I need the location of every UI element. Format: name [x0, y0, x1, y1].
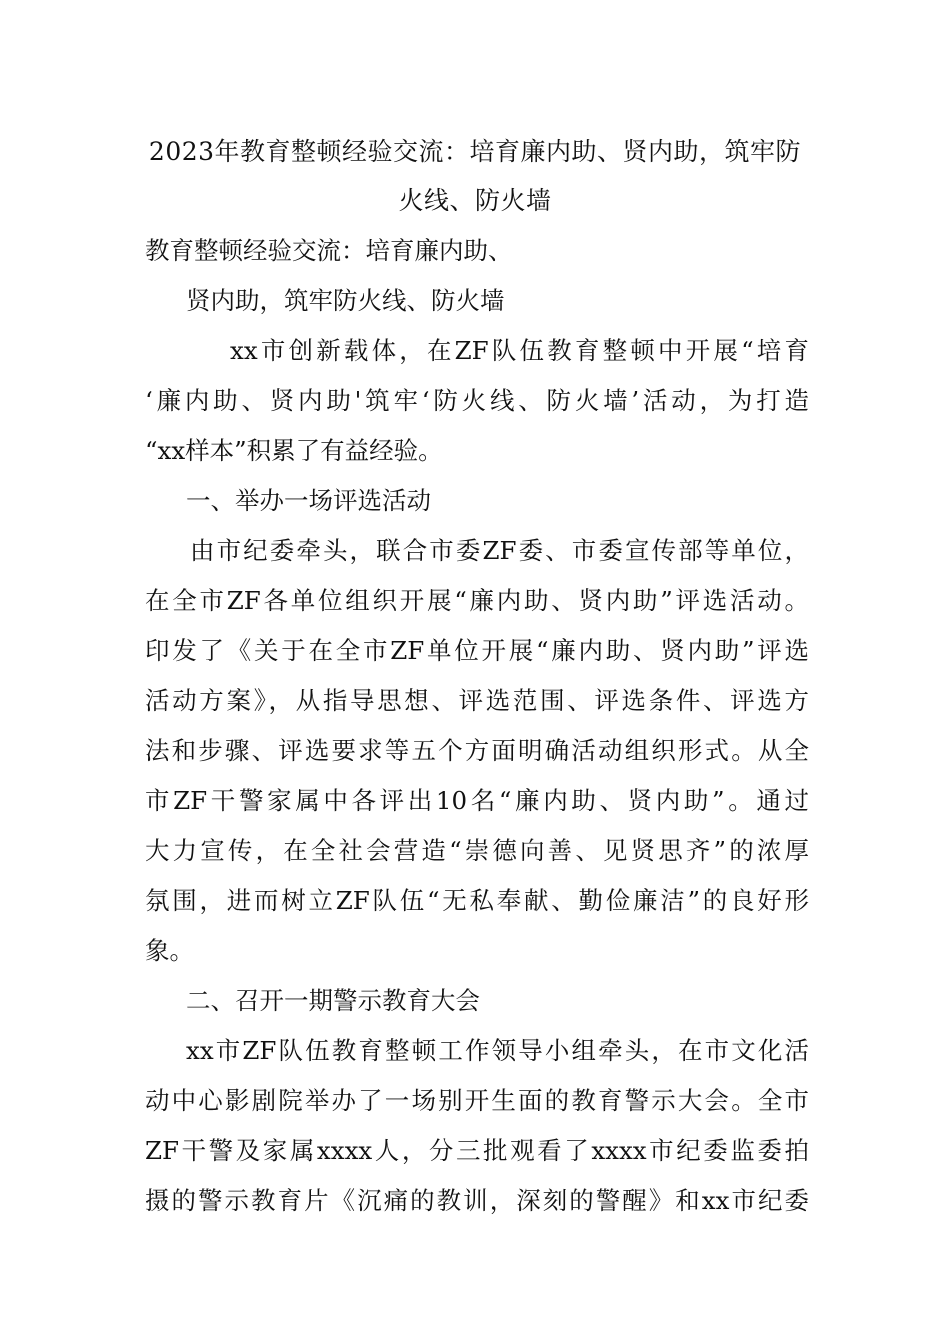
- section-1-line: 市ZF干警家属中各评出10名“廉内助、贤内助”。通过: [145, 786, 809, 815]
- section-2-line: ZF干警及家属xxxx人，分三批观看了xxxx市纪委监委拍: [145, 1136, 809, 1165]
- section-1-line: 象。: [145, 936, 194, 965]
- section-1-line: 氛围，进而树立ZF队伍“无私奉献、勤俭廉洁”的良好形: [145, 886, 809, 915]
- section-2-line: xx市ZF队伍教育整顿工作领导小组牵头，在市文化活: [186, 1036, 809, 1065]
- title-line-2: 火线、防火墙: [398, 186, 552, 215]
- intro-line: “xx样本”积累了有益经验。: [145, 436, 443, 465]
- intro-line: xx市创新载体，在ZF队伍教育整顿中开展“培育: [230, 336, 809, 365]
- section-1-line: 活动方案》，从指导思想、评选范围、评选条件、评选方: [145, 686, 809, 715]
- subtitle-line-1: 教育整顿经验交流：培育廉内助、: [145, 236, 513, 265]
- section-1-line: 由市纪委牵头，联合市委ZF委、市委宣传部等单位，: [190, 536, 809, 565]
- section-1-line: 印发了《关于在全市ZF单位开展“廉内助、贤内助”评选: [145, 636, 809, 665]
- intro-line: ‘廉内助、贤内助'筑牢‘防火线、防火墙’活动，为打造: [145, 386, 809, 415]
- section-1-line: 在全市ZF各单位组织开展“廉内助、贤内助”评选活动。: [145, 586, 809, 615]
- section-1-line: 法和步骤、评选要求等五个方面明确活动组织形式。从全: [145, 736, 809, 765]
- subtitle-line-2: 贤内助，筑牢防火线、防火墙: [186, 286, 505, 315]
- section-2-line: 摄的警示教育片《沉痛的教训，深刻的警醒》和xx市纪委: [145, 1186, 809, 1215]
- section-1-heading: 一、举办一场评选活动: [186, 486, 431, 515]
- section-2-line: 动中心影剧院举办了一场别开生面的教育警示大会。全市: [145, 1086, 809, 1115]
- title-line-1: 2023年教育整顿经验交流：培育廉内助、贤内助，筑牢防: [148, 137, 802, 166]
- section-1-line: 大力宣传，在全社会营造“崇德向善、见贤思齐”的浓厚: [145, 836, 809, 865]
- section-2-heading: 二、召开一期警示教育大会: [186, 986, 480, 1015]
